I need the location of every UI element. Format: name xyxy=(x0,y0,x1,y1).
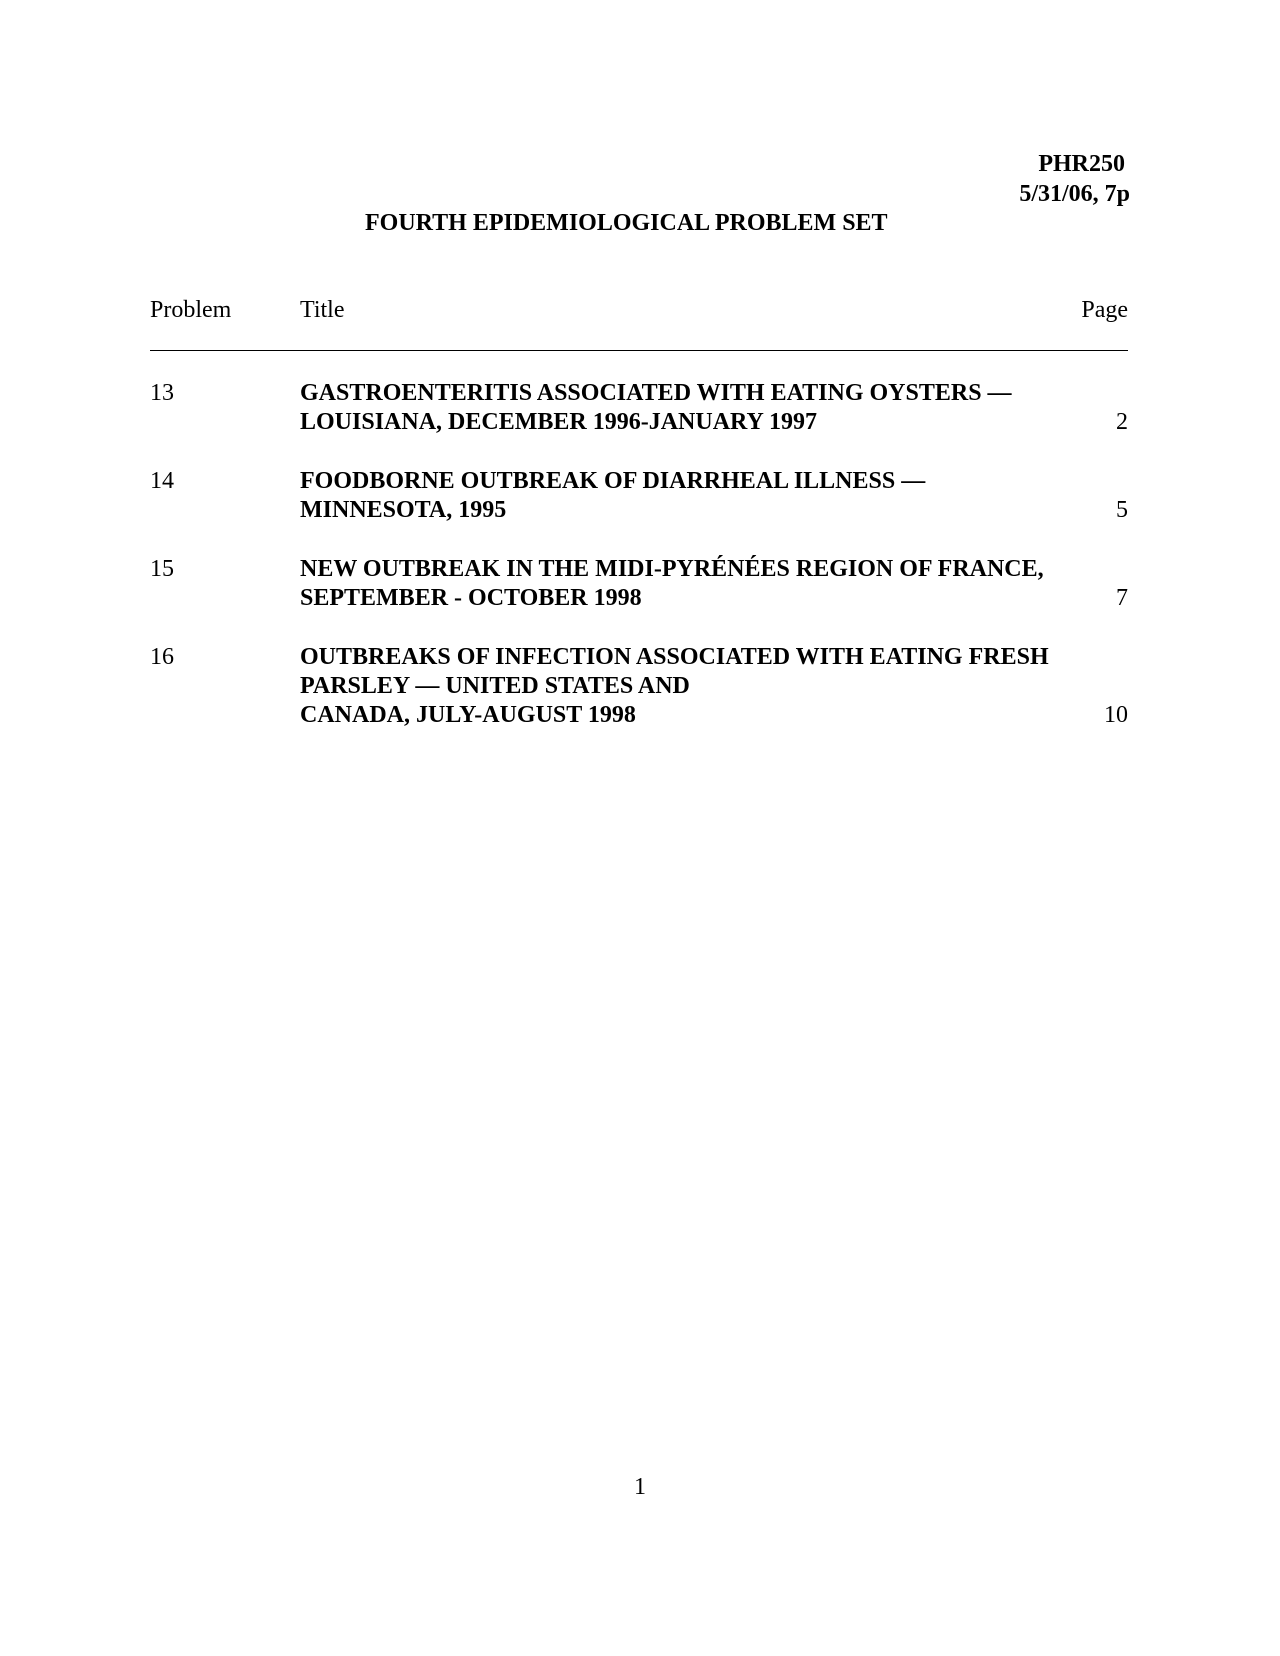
page-number: 1 xyxy=(634,1474,646,1500)
problem-page: 2 xyxy=(1116,409,1128,435)
problem-title xyxy=(300,379,1070,437)
problem-page: 10 xyxy=(1104,702,1128,728)
problem-title-line: GASTROENTERITIS ASSOCIATED WITH EATING OYSTERS — xyxy=(300,380,1012,406)
problem-title-line: FOODBORNE OUTBREAK OF DIARRHEAL ILLNESS — xyxy=(300,468,926,494)
problem-page: 7 xyxy=(1116,585,1128,611)
problem-title-line: SEPTEMBER - OCTOBER 1998 xyxy=(300,585,642,611)
column-header-page: Page xyxy=(1081,297,1128,323)
document-title: FOURTH EPIDEMIOLOGICAL PROBLEM SET xyxy=(365,210,888,236)
problem-title xyxy=(300,467,1070,525)
problem-number: 16 xyxy=(150,644,174,670)
header-rule xyxy=(150,350,1128,351)
document-date: 5/31/06, 7p xyxy=(1019,181,1130,207)
problem-number: 14 xyxy=(150,468,174,494)
problem-title xyxy=(300,555,1070,613)
problem-title-line: NEW OUTBREAK IN THE MIDI-PYRÉNÉES REGION OF FRANCE, xyxy=(300,556,1044,582)
problem-number: 13 xyxy=(150,380,174,406)
problem-title-line: PARSLEY — UNITED STATES AND xyxy=(300,673,690,699)
problem-title-line: MINNESOTA, 1995 xyxy=(300,497,507,523)
problem-number: 15 xyxy=(150,556,174,582)
column-header-problem: Problem xyxy=(150,297,232,323)
problem-title xyxy=(300,643,1070,730)
problem-title-line: OUTBREAKS OF INFECTION ASSOCIATED WITH EATING FRESH xyxy=(300,644,1049,670)
problem-page: 5 xyxy=(1116,497,1128,523)
column-header-title: Title xyxy=(300,297,345,323)
problem-title-line: LOUISIANA, DECEMBER 1996-JANUARY 1997 xyxy=(300,409,817,435)
problem-title-line: CANADA, JULY-AUGUST 1998 xyxy=(300,702,636,728)
course-code: PHR250 xyxy=(1038,151,1125,177)
